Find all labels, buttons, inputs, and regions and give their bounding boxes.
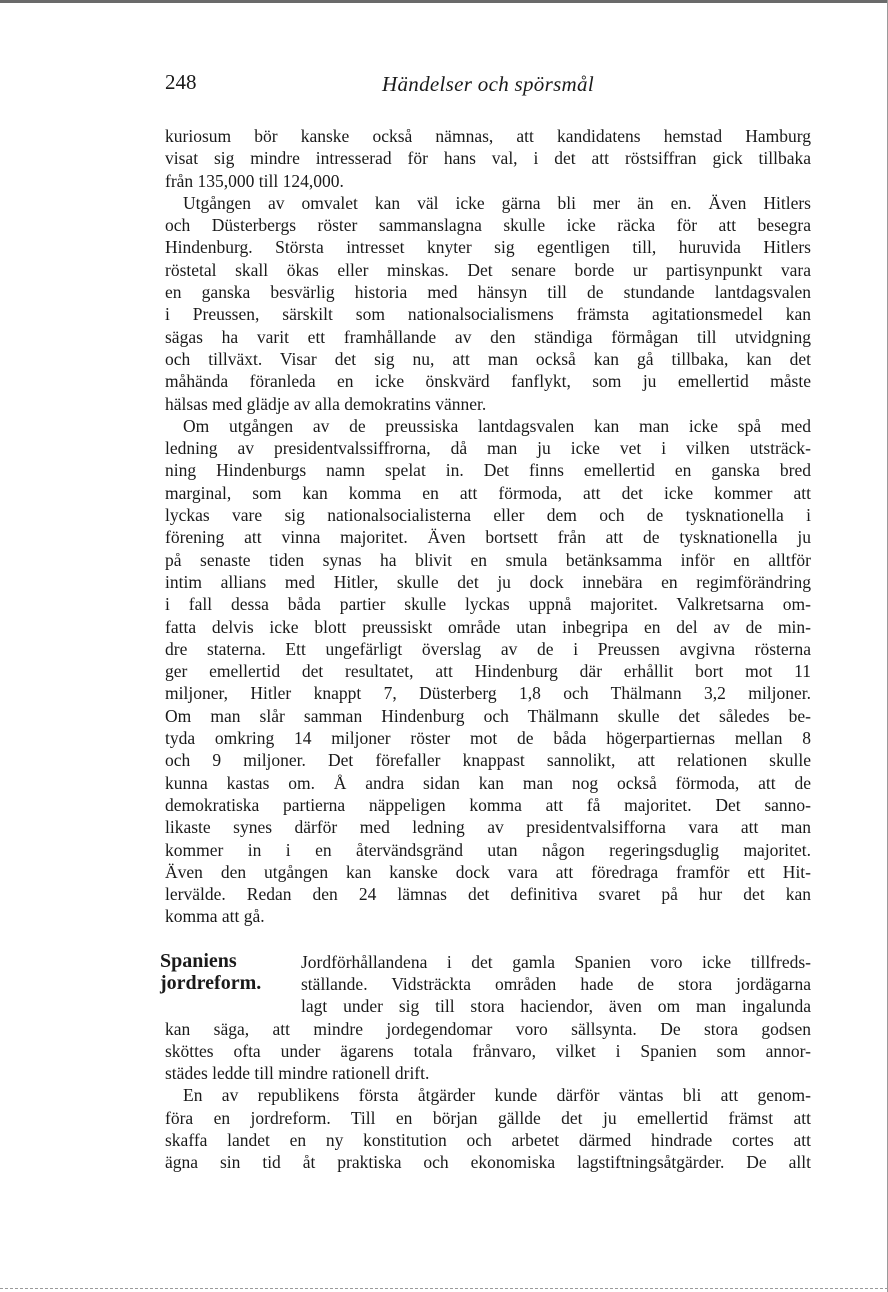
text-line: på senaste tiden synas ha blivit en smula betänksamma inför en alltför: [165, 549, 811, 570]
text-line: Om utgången av de preussiska lantdagsvalen kan man icke spå med: [183, 415, 811, 436]
text-line: intim allians med Hitler, skulle det ju dock innebära en regimförändring: [165, 571, 811, 592]
text-line: en ganska besvärlig historia med hänsyn till de stundande lantdagsvalen: [165, 282, 811, 303]
paragraph-omvalet: [165, 192, 811, 415]
text-line: ger emellertid det resultatet, att Hindenburg där erhållit bort mot 11: [165, 661, 811, 682]
scan-top-edge: [0, 0, 888, 3]
page-body: [160, 125, 811, 1174]
text-line: kunna kastas om. Å andra sidan kan man nog också förmoda, att de: [165, 772, 811, 793]
text-line: likaste synes därför med ledning av presidentvalsifforna vara att man: [165, 817, 811, 838]
continuation-paragraph: [165, 125, 811, 192]
text-line: städes ledde till mindre rationell drift.: [165, 1063, 430, 1084]
scan-bottom-edge: [0, 1288, 888, 1289]
text-line: sägas ha varit ett framhållande av den ständiga förmågan till utvidgning: [165, 326, 811, 347]
text-line: marginal, som kan komma en att förmoda, att det icke kommer att: [165, 482, 811, 503]
text-line: och tillväxt. Visar det sig nu, att man också kan gå tillbaka, kan det: [165, 348, 811, 369]
text-line: ning Hindenburgs namn spelat in. Det finns emellertid en ganska bred: [165, 460, 811, 481]
text-line: demokratiska partierna näppeligen komma att få majoritet. Det sanno-: [165, 794, 811, 815]
section-spaniens-jordreform: [160, 949, 811, 1174]
text-line: lyckas vare sig nationalsocialisterna eller dem och de tysknationella i: [165, 505, 811, 526]
text-line: lervälde. Redan den 24 lämnas det definitiva svaret på hur det kan: [165, 884, 811, 905]
text-line: och Düsterbergs röster sammanslagna skulle icke räcka för att besegra: [165, 215, 811, 236]
text-line: En av republikens första åtgärder kunde därför väntas bli att genom-: [183, 1085, 811, 1106]
text-line: kuriosum bör kanske också nämnas, att kandidatens hemstad Hamburg: [165, 126, 811, 146]
text-line: miljoner, Hitler knappt 7, Düsterberg 1,8 och Thälmann 3,2 miljoner.: [165, 683, 811, 704]
text-line: sköttes ofta under ägarens totala frånvaro, vilket i Spanien som annor-: [165, 1040, 811, 1061]
running-title: Händelser och spörsmål: [382, 72, 594, 96]
text-line: i Preussen, särskilt som nationalsocialismens främsta agitationsmedel kan: [165, 304, 811, 325]
text-line: röstetal skall ökas eller minskas. Det senare borde ur partisynpunkt vara: [165, 259, 811, 280]
text-line: ägna sin tid åt praktiska och ekonomiska lagstiftningsåtgärder. De allt: [165, 1152, 811, 1173]
page-number: 248: [165, 70, 197, 94]
text-line: Jordförhållandena i det gamla Spanien voro icke tillfreds-: [301, 951, 811, 972]
section-heading-line: jordreform.: [160, 971, 262, 994]
section-heading-line: Spaniens: [160, 949, 237, 972]
text-line: ledning av presidentvalssiffrorna, då man ju icke vet i vilken utsträck-: [165, 438, 811, 459]
page-header: [165, 70, 811, 100]
text-line: tyda omkring 14 miljoner röster mot de båda högerpartiernas mellan 8: [165, 728, 811, 749]
text-line: Hindenburg. Största intresset knyter sig egentligen till, huruvida Hitlers: [165, 237, 811, 258]
text-line: Även den utgången kan kanske dock vara att föredraga framför ett Hit-: [165, 861, 811, 882]
text-line: fatta delvis icke blott preussiskt område utan inbegripa en del av de min-: [165, 616, 811, 637]
section-gap: [165, 928, 811, 951]
text-line: visat sig mindre intresserad för hans val, i det att röstsiffran gick tillbaka: [165, 148, 811, 169]
text-line: förening att vinna majoritet. Även bortsett från att de tysknationella ju: [165, 527, 811, 548]
text-line: dre staterna. Ett ungefärligt överslag av de i Preussen avgivna rösterna: [165, 638, 811, 659]
text-line: kan säga, att mindre jordegendomar voro sällsynta. De stora godsen: [165, 1018, 811, 1039]
text-line: Utgången av omvalet kan väl icke gärna bli mer än en. Även Hitlers: [183, 192, 811, 213]
section-heading: [160, 950, 261, 995]
text-line: komma att gå.: [165, 906, 265, 927]
text-line: kommer in i en återvändsgränd utan någon regeringsduglig majoritet.: [165, 839, 811, 860]
text-line: föra en jordreform. Till en början gällde det ju emellertid främst att: [165, 1107, 811, 1128]
text-line: måhända föranleda en icke önskvärd fanflykt, som ju emellertid måste: [165, 371, 811, 392]
text-line: ställande. Vidsträckta områden hade de stora jordägarna: [301, 973, 811, 994]
text-line: hälsas med glädje av alla demokratins vänner.: [165, 393, 487, 414]
text-line: Om man slår samman Hindenburg och Thälmann skulle det således be-: [165, 705, 811, 726]
text-line: skaffa landet en ny konstitution och arbetet därmed hindrade cortes att: [165, 1130, 811, 1151]
text-line: lagt under sig till stora haciendor, även om man ingalunda: [301, 996, 811, 1017]
paragraph-lantdagsvalen: [165, 415, 811, 928]
text-line: i fall dessa båda partier skulle lyckas uppnå majoritet. Valkretsarna om-: [165, 594, 811, 615]
text-line: från 135,000 till 124,000.: [165, 170, 344, 191]
text-line: och 9 miljoner. Det förefaller knappast sannolikt, att relationen skulle: [165, 750, 811, 771]
